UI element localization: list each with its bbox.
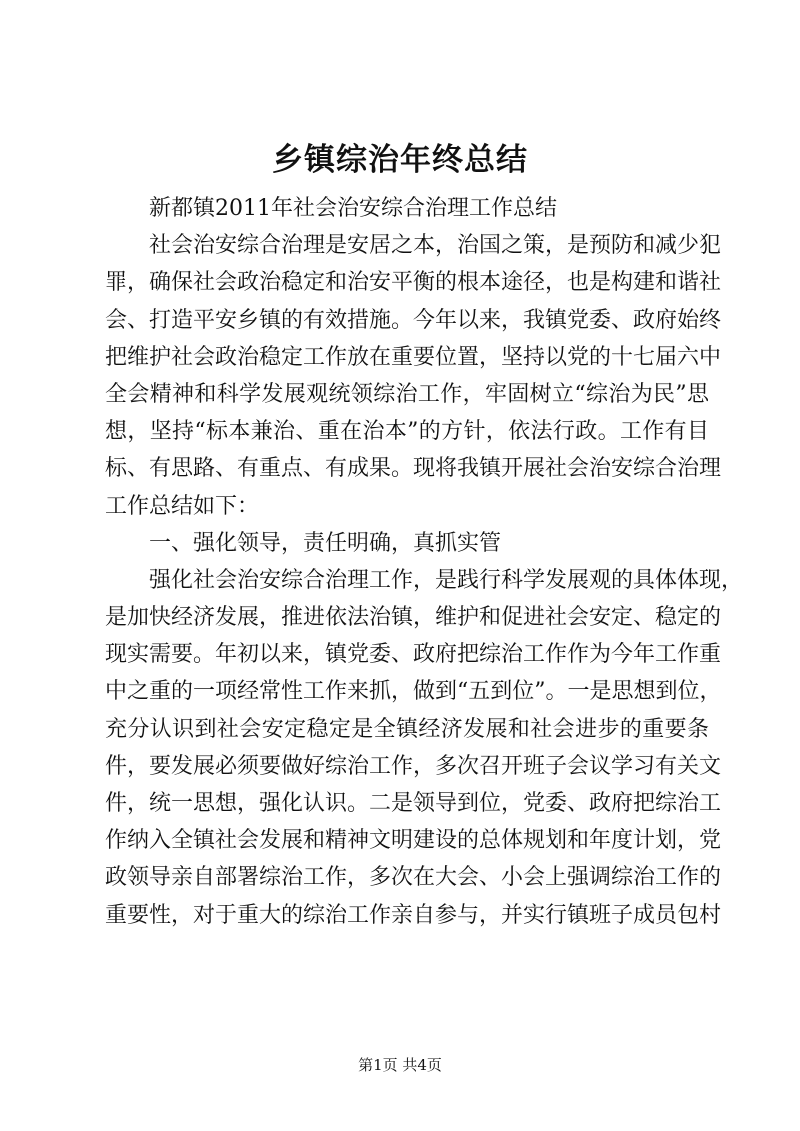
paragraph-line: 件，要发展必须要做好综治工作，多次召开班子会议学习有关文 (105, 753, 722, 779)
paragraph-line: 现实需要。年初以来，镇党委、政府把综治工作作为今年工作重 (105, 642, 722, 668)
page-footer: 第1页 共4页 (358, 1056, 442, 1074)
document-title: 乡镇综治年终总结 (272, 142, 528, 178)
paragraph-line: 是加快经济发展，推进依法治镇，维护和促进社会安定、稳定的 (105, 605, 722, 631)
paragraph-line: 中之重的一项经常性工作来抓，做到“五到位”。一是思想到位， (105, 679, 722, 705)
paragraph-line: 把维护社会政治稳定工作放在重要位置，坚持以党的十七届六中 (105, 344, 722, 370)
paragraph-line: 强化社会治安综合治理工作，是践行科学发展观的具体体现， (149, 567, 744, 593)
paragraph-line: 社会治安综合治理是安居之本，治国之策，是预防和减少犯 (149, 233, 722, 259)
paragraph-line: 工作总结如下： (105, 493, 260, 519)
paragraph-line: 想，坚持“标本兼治、重在治本”的方针，依法行政。工作有目 (105, 419, 709, 445)
document-subtitle: 新都镇2011年社会治安综合治理工作总结 (149, 196, 557, 221)
paragraph-line: 标、有思路、有重点、有成果。现将我镇开展社会治安综合治理 (105, 456, 722, 482)
paragraph-line: 重要性，对于重大的综治工作亲自参与，并实行镇班子成员包村 (105, 902, 722, 928)
document-body (105, 190, 744, 934)
paragraph-line: 作纳入全镇社会发展和精神文明建设的总体规划和年度计划，党 (105, 828, 722, 854)
paragraph-line: 政领导亲自部署综治工作，多次在大会、小会上强调综治工作的 (105, 865, 722, 891)
paragraph-line: 全会精神和科学发展观统领综治工作，牢固树立“综治为民”思 (105, 381, 709, 407)
section-heading: 一、强化领导，责任明确，真抓实管 (149, 530, 502, 556)
paragraph-line: 会、打造平安乡镇的有效措施。今年以来，我镇党委、政府始终 (105, 307, 722, 333)
paragraph-line: 件，统一思想，强化认识。二是领导到位，党委、政府把综治工 (105, 791, 722, 816)
section-paragraph (105, 562, 744, 934)
paragraph-line: 罪，确保社会政治稳定和治安平衡的根本途径，也是构建和谐社 (105, 270, 722, 296)
paragraph-line: 充分认识到社会安定稳定是全镇经济发展和社会进步的重要条 (105, 716, 709, 742)
intro-paragraph (105, 227, 722, 525)
